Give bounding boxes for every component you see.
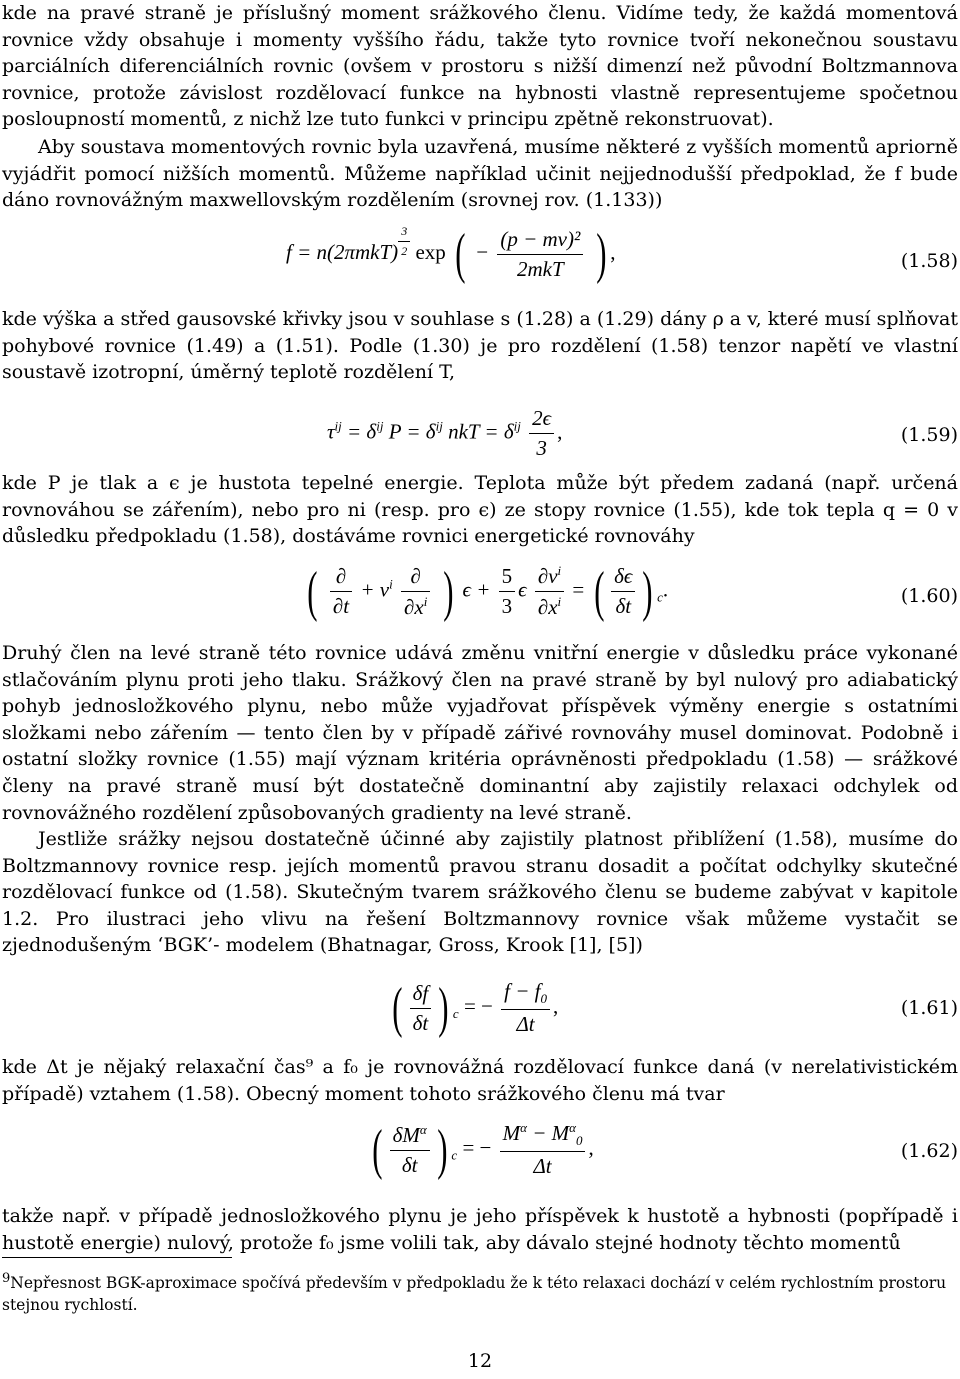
paragraph-5: Druhý člen na levé straně této rovnice udává změnu vnitřní energie v důsledku práce vykonané stlačováním plynu proti jeho tlaku. Srážkový člen na pravé straně by byl nulový pro adiabatický pohyb jednosložkového plynu, nebo může vyjadřovat příspěvek výměny energie s ostatními složkami nebo zářením — tento člen by v případě zářivé rovnováhy musel dominovat. Podobně i ostatní složky rovnice (1.55) mají význam kritéria oprávněnosti předpokladu (1.58) — srážkové členy na pravé straně musí být dostatečně dominantní aby zajistily relaxaci odchylek od rovnovážného rozdělení způsobovaných gradienty na levé straně.	[2, 642, 958, 824]
equation-number-1-58: (1.58)	[900, 250, 958, 272]
equation-number-1-62: (1.62)	[900, 1140, 958, 1162]
footnote	[2, 1268, 958, 1316]
paragraph-6: Jestliže srážky nejsou dostatečně účinné aby zajistily platnost přiblížení (1.58), musíme do Boltzmannovy rovnice resp. jejích momentů pravou stranu dosadit a počítat odchylky skutečné rozdělovací funkce od (1.58). Skutečným tvarem srážkového členu se budeme zabývat v kapitole 1.2. Pro ilustraci jeho vlivu na řešení Boltzmannovy rovnice však můžeme vystačit se zjednodušeným ‘BGK’- modelem (Bhatnagar, Gross, Krook [1], [5])	[2, 828, 958, 957]
footnote-text: Nepřesnost BGK-aproximace spočívá především v předpokladu že k této relaxaci dochází v celém rychlostním prostoru stejnou rychlostí.	[2, 1274, 947, 1315]
paragraph-1: kde na pravé straně je příslušný moment srážkového členu. Vidíme tedy, že každá momentová rovnice vždy obsahuje i momenty vyššího řádu, takže tyto rovnice tvoří nekonečnou soustavu parciálních diferenciálních rovnic (ovšem v prostoru s nižší dimenzí než původní Boltzmannova rovnice, protože závislost rozdělovací funkce na hybnosti vlastně representujeme spočetnou posloupností momentů, z nichž lze tuto funkci v principu zpětně rekonstruovat).	[2, 2, 958, 131]
equation-number-1-61: (1.61)	[900, 997, 958, 1019]
paragraph-2: Aby soustava momentových rovnic byla uzavřená, musíme některé z vyšších momentů apriorně vyjádřit pomocí nižších momentů. Můžeme například učinit nejjednodušší předpoklad, že f bude dáno rovnovážným maxwellovským rozdělením (srovnej rov. (1.133))	[2, 136, 958, 212]
equation-number-1-59: (1.59)	[900, 424, 958, 446]
equation-1-61: ( $\frac{\delta f}{\delta t}$ ) $_c$ = − $\frac{f - f_0}{\Delta t}$ , (1.61)	[392, 977, 958, 1040]
paragraph-4: kde P je tlak a ϵ je hustota tepelné energie. Teplota může být předem zadaná (např. určená rovnováhou se zářením), nebo pro ni (resp. pro ϵ) ze stopy rovnice (1.55), kde tok tepla q = 0 v důsledku předpokladu (1.58), dostáváme rovnici energetické rovnováhy	[2, 472, 958, 548]
footnote-marker: 9	[2, 1271, 11, 1286]
equation-1-58: f = n(2πmkT) $^{\frac{3}{2}}$ exp ( − $\frac{\text{(p − mv)²}}{\text{2mkT}}$ ) , (1.58)	[286, 223, 958, 285]
paragraph-3: kde výška a střed gausovské křivky jsou v souhlase s (1.28) a (1.29) dány ρ a v, které musí splňovat pohybové rovnice (1.49) a (1.51). Podle (1.30) je pro rozdělení (1.58) tenzor napětí ve vlastní soustavě izotropní, úměrný teplotě rozdělení T,	[2, 308, 958, 384]
equation-1-62: ( $\frac{\delta M^\alpha}{\delta t}$ ) $_c$ = − $\frac{M^\alpha - M^\alpha_0}{\Delta t}$ , (1.62)	[372, 1118, 958, 1181]
paragraph-8: takže např. v případě jednosložkového plynu je jeho příspěvek k hustotě a hybnosti (popřípadě i hustotě energie) nulový, protože f₀ jsme volili tak, aby dávalo stejné hodnoty těchto momentů	[2, 1205, 958, 1254]
equation-1-59: $\tau^{ij} = \delta^{ij}$ $P = \delta^{ij}$ nkT = $\delta^{ij}$ $\frac{2\epsilon}{3}$ , (1.59)	[327, 406, 958, 460]
paragraph-7: kde Δt je nějaký relaxační čas⁹ a f₀ je rovnovážná rozdělovací funkce daná (v nerelativistickém případě) vztahem (1.58). Obecný moment tohoto srážkového členu má tvar	[2, 1056, 958, 1105]
equation-1-60: ( $\frac{\partial}{\partial t}$ + $v^i$ $\frac{\partial}{\partial x^i}$ ) ϵ + $\frac{5}{3}$ ϵ $\frac{\partial v^i}{\partial x^i}$ = ( $\frac{\delta\epsilon}{\delta t}$ ) $_c$. (1.60)	[307, 560, 958, 623]
page-number: 12	[467, 1350, 493, 1372]
equation-number-1-60: (1.60)	[900, 585, 958, 607]
footnote-rule	[2, 1257, 232, 1258]
